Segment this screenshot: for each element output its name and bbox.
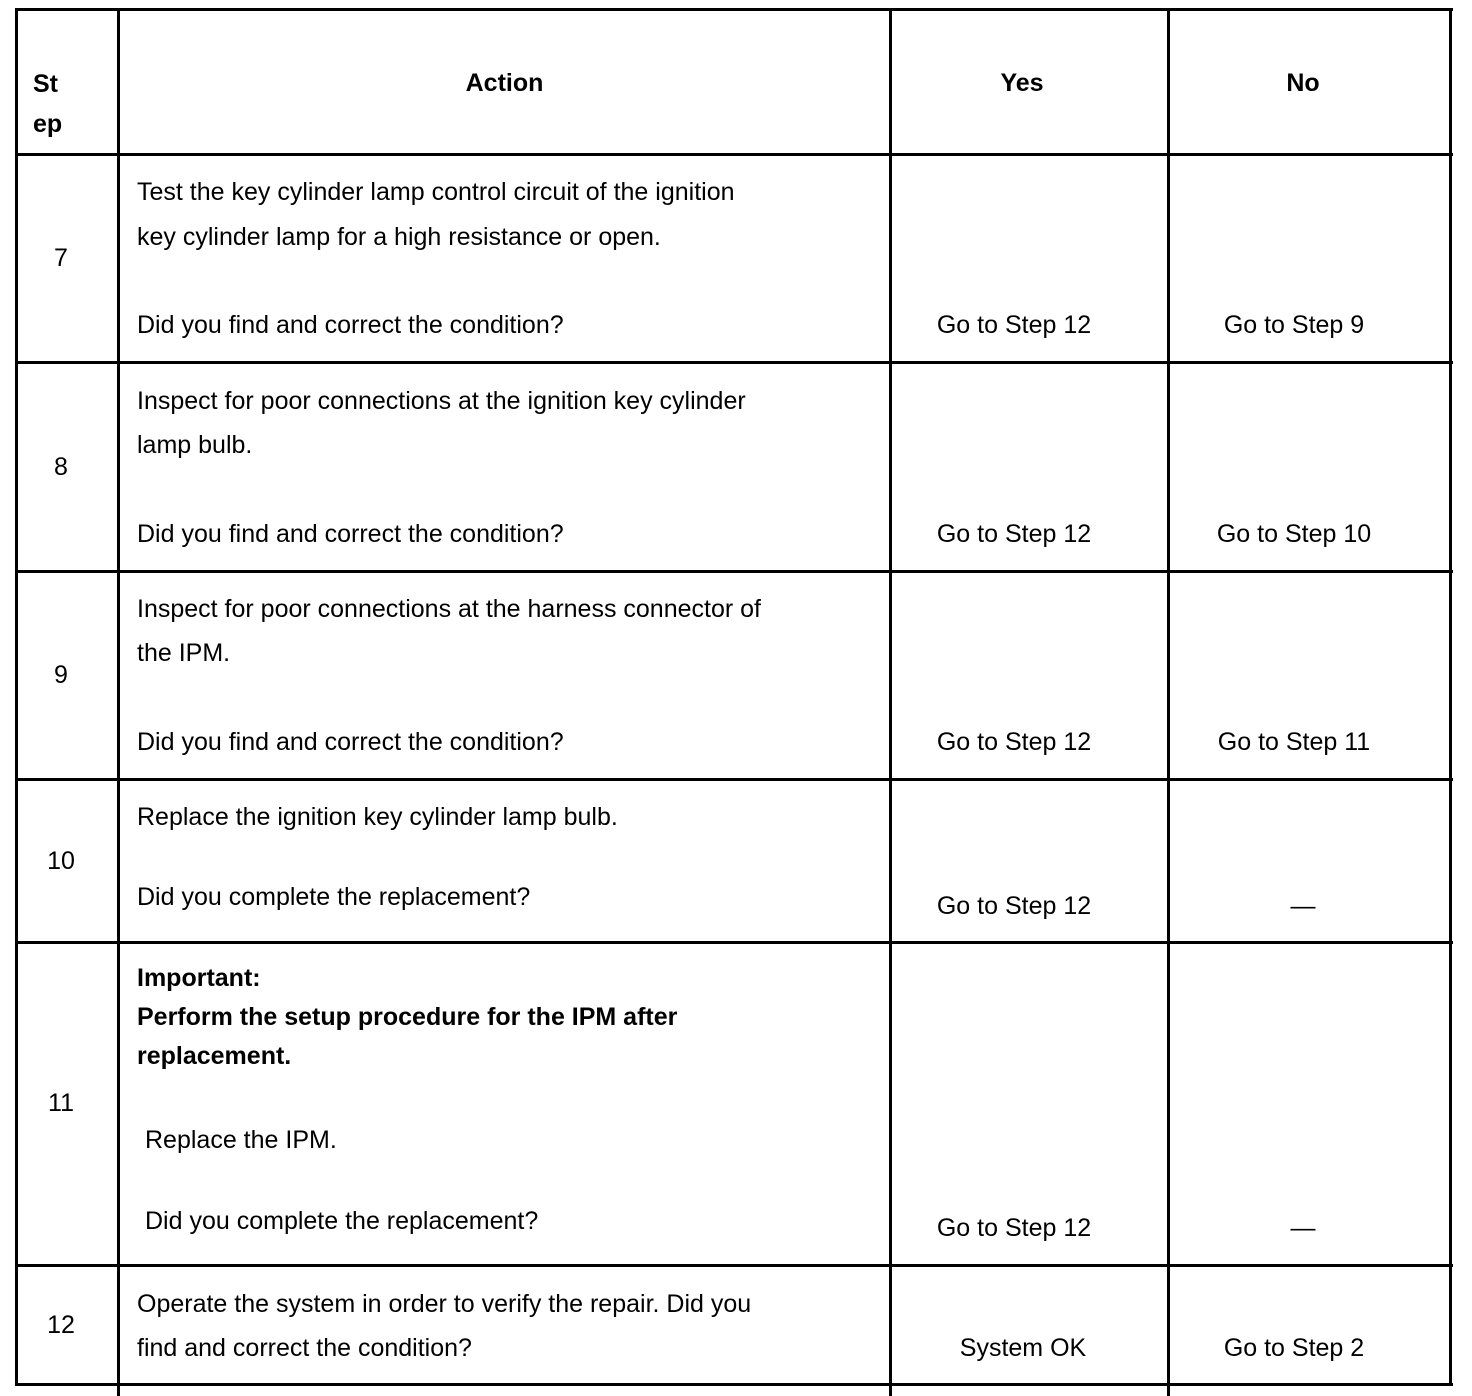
action-text: key cylinder lamp for a high resistance or open. [137,223,661,251]
question-text: Did you complete the replacement? [137,883,531,911]
header-yes: Yes [1000,69,1044,97]
header-action: Action [465,69,544,97]
row-divider [15,941,1453,944]
header-divider [15,153,1453,156]
yes-result: Go to Step 12 [936,728,1092,756]
step-number: 10 [47,847,75,875]
yes-result: System OK [959,1334,1087,1362]
question-text: Did you find and correct the condition? [137,311,564,339]
table-border-bottom [15,1383,1453,1386]
yes-result: Go to Step 12 [936,1214,1092,1242]
step-number: 12 [47,1311,75,1339]
row-divider [15,1264,1453,1267]
table-border-top [15,8,1453,11]
action-text: Inspect for poor connections at the ignition key cylinder [137,387,746,415]
action-text: the IPM. [137,639,231,667]
action-text: Operate the system in order to verify the repair. Did you [137,1290,752,1318]
question-text: Did you find and correct the condition? [137,728,564,756]
row-divider [15,778,1453,781]
no-result: Go to Step 9 [1223,311,1365,339]
yes-result: Go to Step 12 [936,520,1092,548]
action-text: Test the key cylinder lamp control circuit of the ignition [137,178,735,206]
column-divider [1167,8,1170,1396]
table-border-left [15,8,18,1386]
no-result: Go to Step 10 [1216,520,1372,548]
column-divider [117,8,120,1396]
yes-result: Go to Step 12 [936,311,1092,339]
action-text: lamp bulb. [137,431,253,459]
yes-result: Go to Step 12 [936,892,1092,920]
table-border-right [1449,8,1452,1386]
step-number: 7 [54,244,68,272]
no-result: Go to Step 2 [1223,1334,1365,1362]
question-text: Did you complete the replacement? [145,1207,539,1235]
action-text: Replace the ignition key cylinder lamp bulb. [137,803,618,831]
no-result: — [1290,892,1316,920]
header-step-line2: ep [33,110,63,138]
no-result: — [1290,1214,1316,1242]
important-text: replacement. [137,1042,292,1070]
step-number: 11 [48,1089,74,1117]
row-divider [15,570,1453,573]
important-label: Important: [137,964,261,992]
row-divider [15,361,1453,364]
action-text: find and correct the condition? [137,1334,472,1362]
question-text: Did you find and correct the condition? [137,520,564,548]
header-no: No [1286,69,1320,97]
no-result: Go to Step 11 [1217,728,1371,756]
action-text: Replace the IPM. [145,1126,337,1154]
step-number: 8 [54,453,68,481]
header-step-line1: St [33,70,58,98]
step-number: 9 [54,661,68,689]
column-divider [889,8,892,1396]
action-text: Inspect for poor connections at the harness connector of [137,595,761,623]
important-text: Perform the setup procedure for the IPM after [137,1003,678,1031]
